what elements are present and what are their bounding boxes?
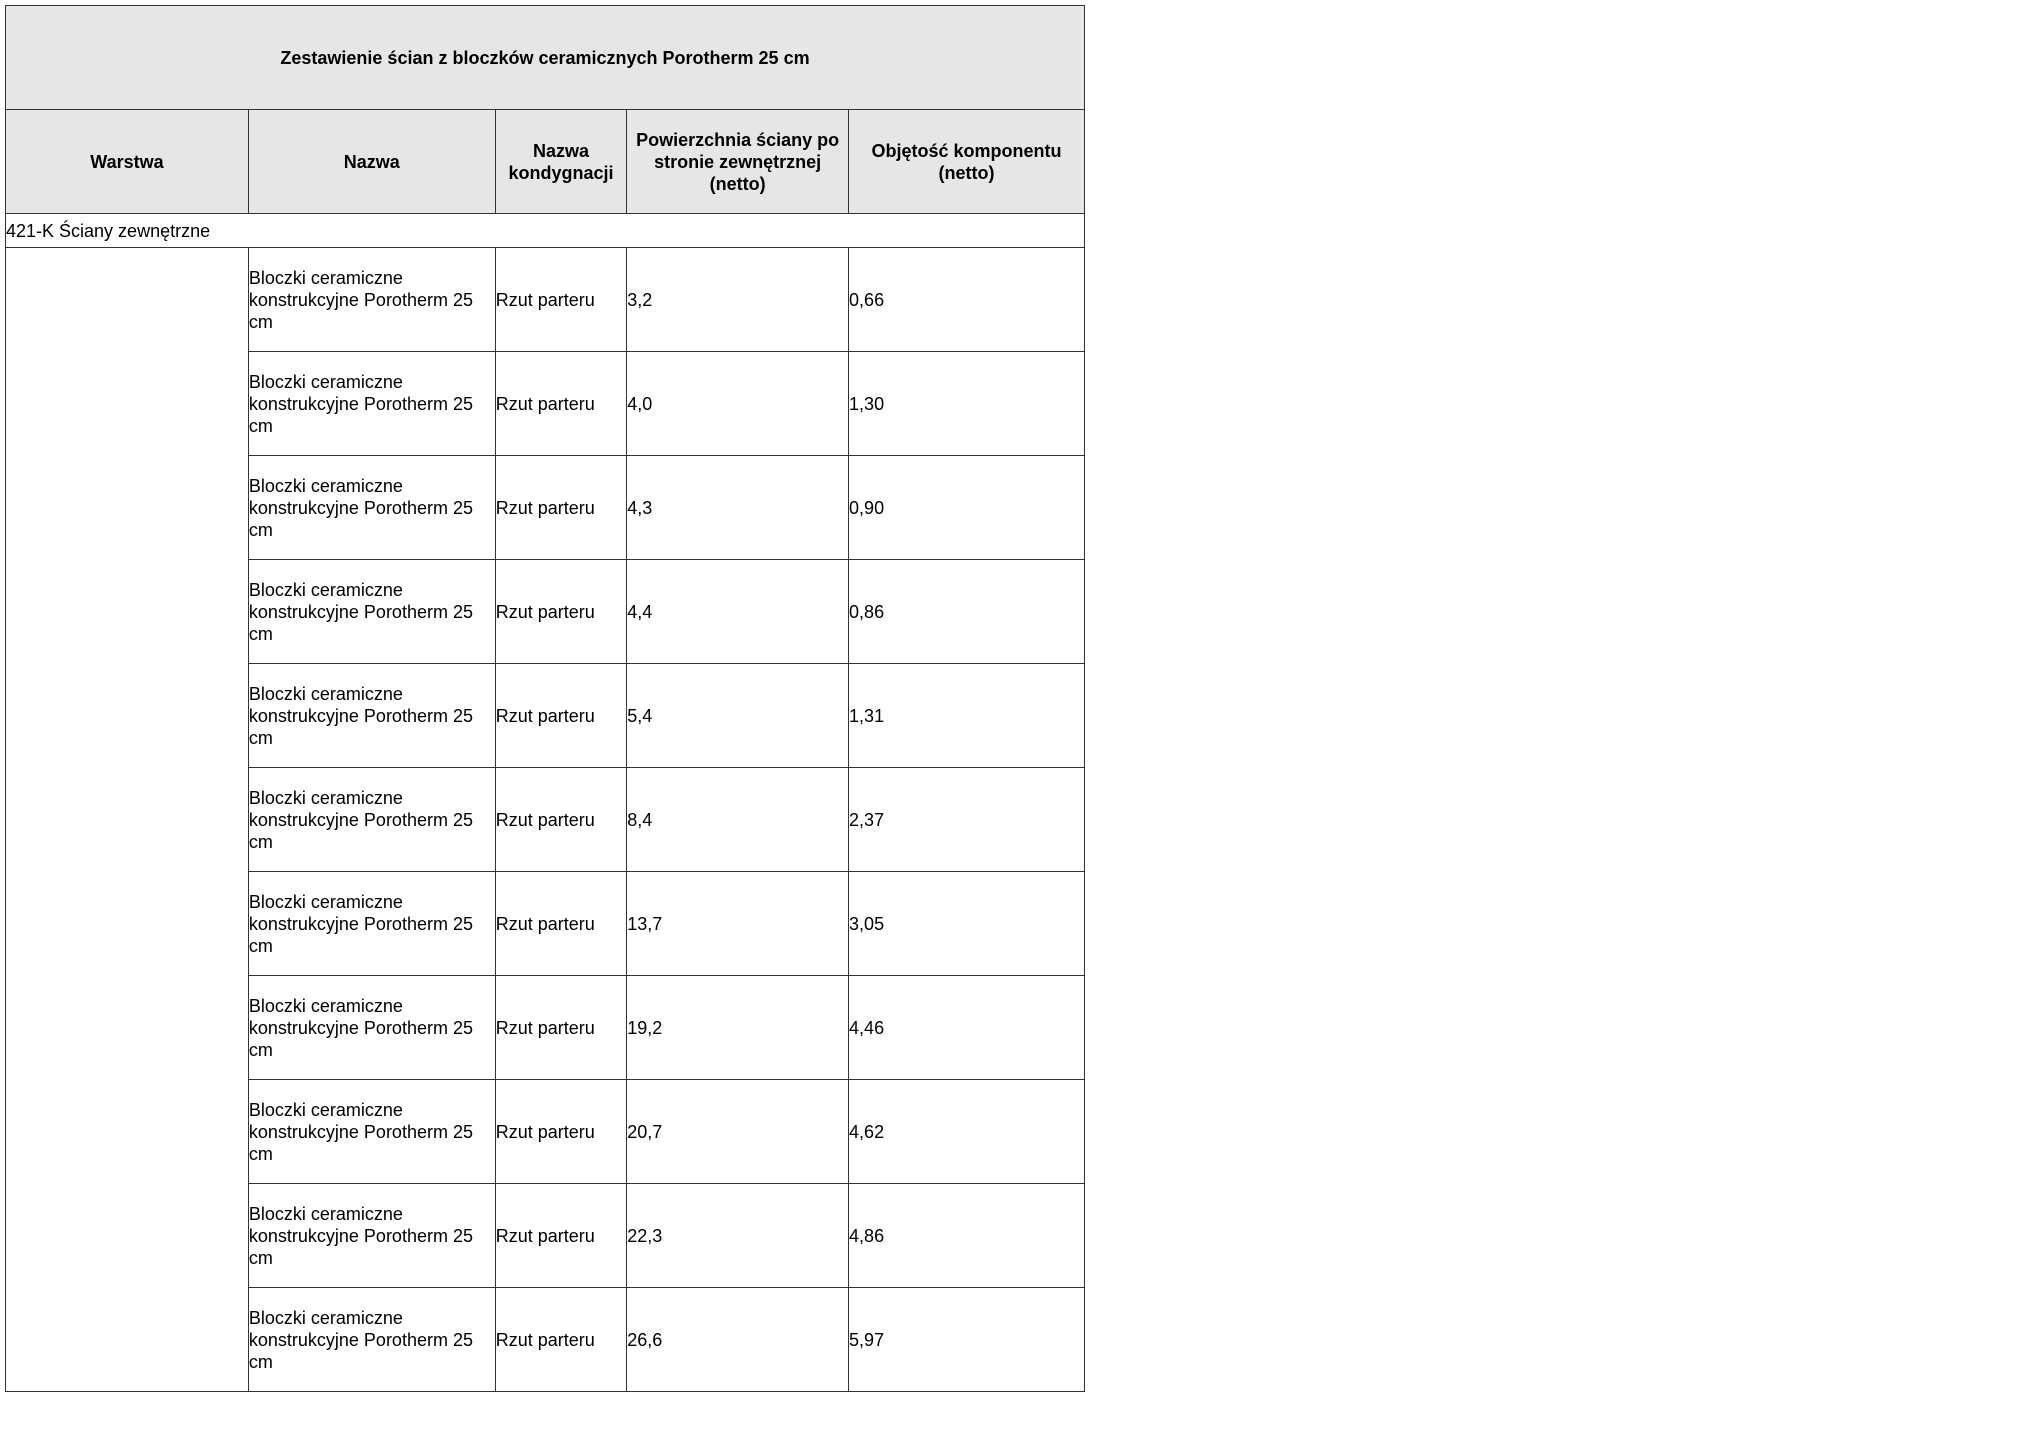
cell-area: 8,4	[627, 768, 849, 872]
cell-layer	[6, 1080, 249, 1184]
cell-level: Rzut parteru	[495, 1184, 626, 1288]
table-row	[6, 768, 1085, 872]
table-row	[6, 352, 1085, 456]
cell-level: Rzut parteru	[495, 872, 626, 976]
cell-layer	[6, 456, 249, 560]
title-row	[6, 6, 1085, 110]
table-row	[6, 1288, 1085, 1392]
cell-level: Rzut parteru	[495, 664, 626, 768]
cell-level: Rzut parteru	[495, 768, 626, 872]
table-row	[6, 248, 1085, 352]
table-row	[6, 560, 1085, 664]
column-header-area: Powierzchnia ściany po stronie zewnętrznej (netto)	[627, 110, 849, 214]
column-header-volume: Objętość komponentu (netto)	[849, 110, 1085, 214]
cell-volume: 0,86	[849, 560, 1085, 664]
group-label: 421-K Ściany zewnętrzne	[6, 214, 1085, 248]
column-header-layer: Warstwa	[6, 110, 249, 214]
cell-volume: 1,30	[849, 352, 1085, 456]
column-header-name: Nazwa	[248, 110, 495, 214]
table-body	[6, 214, 1085, 1392]
cell-name: Bloczki ceramiczne konstrukcyjne Porotherm 25 cm	[248, 456, 495, 560]
table-row	[6, 872, 1085, 976]
header-row	[6, 110, 1085, 214]
cell-level: Rzut parteru	[495, 352, 626, 456]
group-row	[6, 214, 1085, 248]
cell-name: Bloczki ceramiczne konstrukcyjne Porotherm 25 cm	[248, 1080, 495, 1184]
cell-layer	[6, 976, 249, 1080]
column-header-level: Nazwa kondygnacji	[495, 110, 626, 214]
table-row	[6, 456, 1085, 560]
cell-name: Bloczki ceramiczne konstrukcyjne Porotherm 25 cm	[248, 872, 495, 976]
cell-level: Rzut parteru	[495, 1288, 626, 1392]
cell-layer	[6, 872, 249, 976]
cell-area: 19,2	[627, 976, 849, 1080]
cell-level: Rzut parteru	[495, 560, 626, 664]
cell-volume: 3,05	[849, 872, 1085, 976]
cell-layer	[6, 560, 249, 664]
cell-layer	[6, 1288, 249, 1392]
cell-level: Rzut parteru	[495, 248, 626, 352]
cell-level: Rzut parteru	[495, 456, 626, 560]
cell-volume: 4,62	[849, 1080, 1085, 1184]
cell-area: 3,2	[627, 248, 849, 352]
cell-volume: 4,86	[849, 1184, 1085, 1288]
cell-layer	[6, 664, 249, 768]
cell-area: 4,0	[627, 352, 849, 456]
cell-name: Bloczki ceramiczne konstrukcyjne Porotherm 25 cm	[248, 248, 495, 352]
cell-area: 4,3	[627, 456, 849, 560]
cell-volume: 2,37	[849, 768, 1085, 872]
cell-volume: 5,97	[849, 1288, 1085, 1392]
cell-volume: 1,31	[849, 664, 1085, 768]
cell-layer	[6, 1184, 249, 1288]
wall-schedule-table	[5, 5, 1085, 1392]
table-row	[6, 664, 1085, 768]
cell-name: Bloczki ceramiczne konstrukcyjne Porotherm 25 cm	[248, 1288, 495, 1392]
schedule-title: Zestawienie ścian z bloczków ceramicznych Porotherm 25 cm	[6, 6, 1085, 110]
cell-area: 5,4	[627, 664, 849, 768]
table-row	[6, 976, 1085, 1080]
cell-level: Rzut parteru	[495, 976, 626, 1080]
cell-name: Bloczki ceramiczne konstrukcyjne Porotherm 25 cm	[248, 352, 495, 456]
cell-layer	[6, 352, 249, 456]
cell-area: 13,7	[627, 872, 849, 976]
cell-layer	[6, 768, 249, 872]
cell-volume: 0,90	[849, 456, 1085, 560]
cell-name: Bloczki ceramiczne konstrukcyjne Porotherm 25 cm	[248, 768, 495, 872]
cell-area: 26,6	[627, 1288, 849, 1392]
cell-area: 4,4	[627, 560, 849, 664]
table-row	[6, 1080, 1085, 1184]
cell-volume: 0,66	[849, 248, 1085, 352]
cell-layer	[6, 248, 249, 352]
cell-name: Bloczki ceramiczne konstrukcyjne Porotherm 25 cm	[248, 976, 495, 1080]
cell-area: 20,7	[627, 1080, 849, 1184]
cell-volume: 4,46	[849, 976, 1085, 1080]
cell-name: Bloczki ceramiczne konstrukcyjne Porotherm 25 cm	[248, 664, 495, 768]
cell-name: Bloczki ceramiczne konstrukcyjne Porotherm 25 cm	[248, 560, 495, 664]
cell-area: 22,3	[627, 1184, 849, 1288]
cell-name: Bloczki ceramiczne konstrukcyjne Porotherm 25 cm	[248, 1184, 495, 1288]
table-row	[6, 1184, 1085, 1288]
cell-level: Rzut parteru	[495, 1080, 626, 1184]
